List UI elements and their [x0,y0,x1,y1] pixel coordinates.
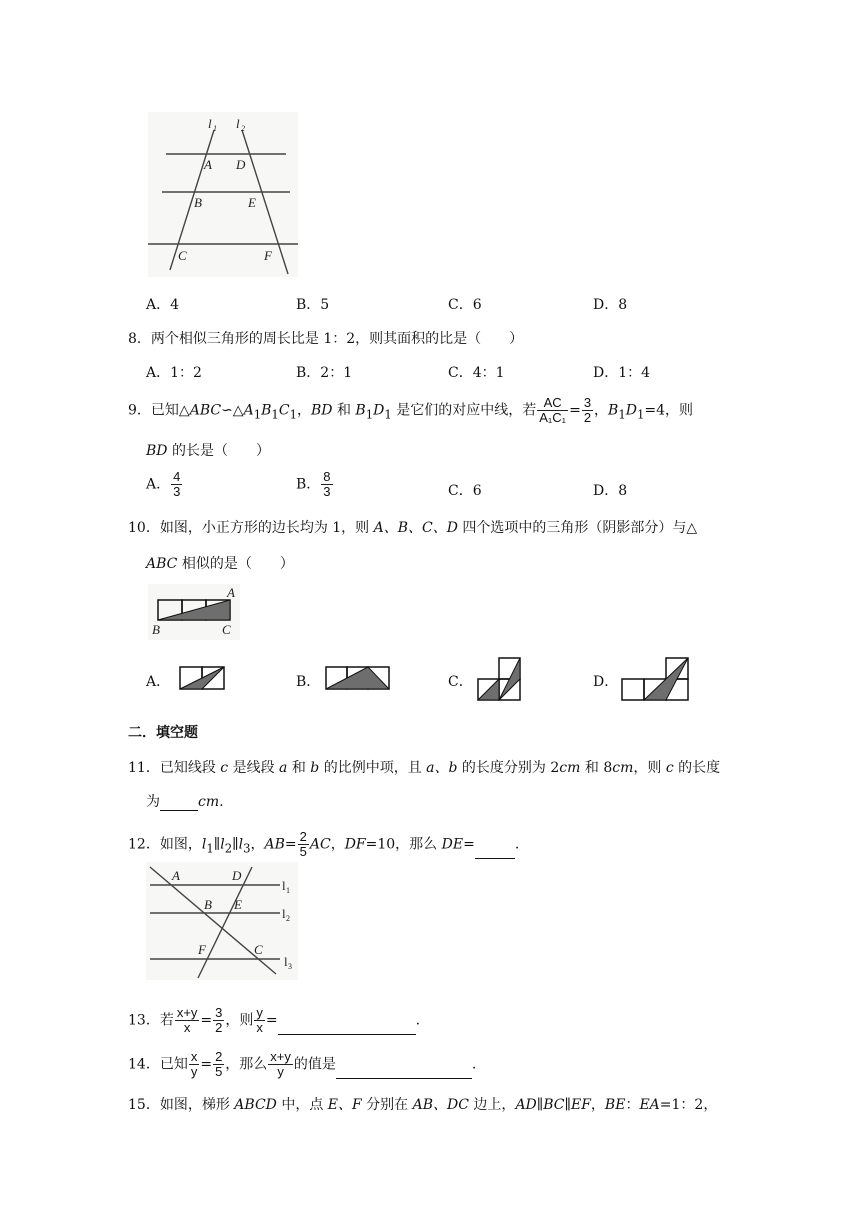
question-10-line2: ABC 相似的是（ ） [146,556,294,572]
svg-text:1: 1 [286,886,290,895]
point-f: F [198,942,206,957]
point-c: C [222,622,231,637]
svg-text:2: 2 [241,124,245,133]
question-9: 9．已知$\triangle ABC∽\triangle A_1B_1C_1$，BD 和 $B_1D_1$ 是它们的对应中线，若 $\frac{AC}{\text{A₁C₁}}$ = $\frac{3}{2}$ ，$B_1D_1=4$，则 [128,395,694,425]
svg-text:1: 1 [213,124,217,133]
point-b: B [204,897,212,912]
point-d: D [236,157,246,172]
question-15: 15．如图，梯形 ABCD 中，点 E、F 分别在 AB、DC 边上，AD∥BC∥EF，BE：EA=1：2， [128,1097,718,1113]
q8-option-d: D．1：4 [593,365,651,381]
q10-option-c-figure [474,656,524,704]
point-c: C [178,248,187,263]
parallel-lines-figure-q7 [148,112,298,277]
q10-option-b-label: B． [296,674,321,690]
section-heading-fill-blank: 二．填空题 [128,725,198,741]
q8-option-b: B．2：1 [296,365,353,381]
answer-blank-14[interactable] [336,1062,472,1079]
q9-option-a: A． $\frac{4}{3}$ [146,469,181,499]
point-a: A [172,868,180,883]
label-l2: l [236,116,240,131]
point-d: D [232,868,242,883]
point-b: B [194,195,202,210]
question-12: 12．如图，$l_1\parallel l_2\parallel l_3$，AB= $\frac{2}{5}$ AC，DF=10，那么 DE= . [128,829,520,859]
svg-text:l: l [282,906,286,921]
point-c: C [254,942,263,957]
answer-blank-12[interactable] [475,842,515,859]
q9-option-c: C．6 [448,483,482,499]
point-e: E [234,897,242,912]
q10-option-c-label: C． [448,674,473,690]
question-8: 8．两个相似三角形的周长比是 1：2，则其面积的比是（ ） [128,331,524,347]
question-13: 13．若 $\frac{x+y}{x}$ = $\frac{3}{2}$ ，则 $\frac{y}{x}$ = . [128,1005,421,1035]
q10-option-d-figure [620,656,692,704]
q10-option-a-label: A． [146,674,171,690]
triangle-abc-figure [148,584,240,640]
q9-option-d: D．8 [593,483,628,499]
svg-text:3: 3 [288,962,292,971]
point-f: F [264,248,272,263]
point-a: A [227,585,235,600]
q10-option-d-label: D． [593,674,619,690]
svg-text:l: l [284,954,288,969]
point-a: A [204,157,212,172]
q8-option-a: A．1：2 [146,365,202,381]
q9-option-b: B． $\frac{8}{3}$ [296,469,331,499]
svg-text:l: l [282,878,286,893]
q10-option-b-figure [324,664,392,692]
point-e: E [248,195,256,210]
parallel-lines-figure-q12 [146,862,298,980]
q10-option-a-figure [178,664,228,692]
svg-text:2: 2 [286,914,290,923]
question-9-line2: BD 的长是（ ） [146,443,270,459]
point-b: B [152,622,160,637]
label-l1: l [208,116,212,131]
q7-option-c: C．6 [448,297,482,313]
question-10: 10．如图，小正方形的边长均为 1，则 A、B、C、D 四个选项中的三角形（阴影部分）与△ [128,520,698,536]
answer-blank-13[interactable] [278,1018,416,1035]
fraction-ac-a1c1: $\frac{AC}{\text{A₁C₁}}$ [539,395,567,425]
question-14: 14．已知 $\frac{x}{y}$ = $\frac{2}{5}$ ，那么 $\frac{x+y}{y}$ 的值是 . [128,1049,477,1079]
question-11-line2: 为 cm. [146,794,224,810]
question-11: 11．已知线段 c 是线段 a 和 b 的比例中项，且 a、b 的长度分别为 2cm 和 8cm，则 c 的长度 [128,760,721,776]
answer-blank-11[interactable] [160,794,198,811]
q7-option-a: A．4 [146,297,180,313]
q7-option-b: B．5 [296,297,330,313]
q7-option-d: D．8 [593,297,628,313]
q8-option-c: C．4：1 [448,365,505,381]
